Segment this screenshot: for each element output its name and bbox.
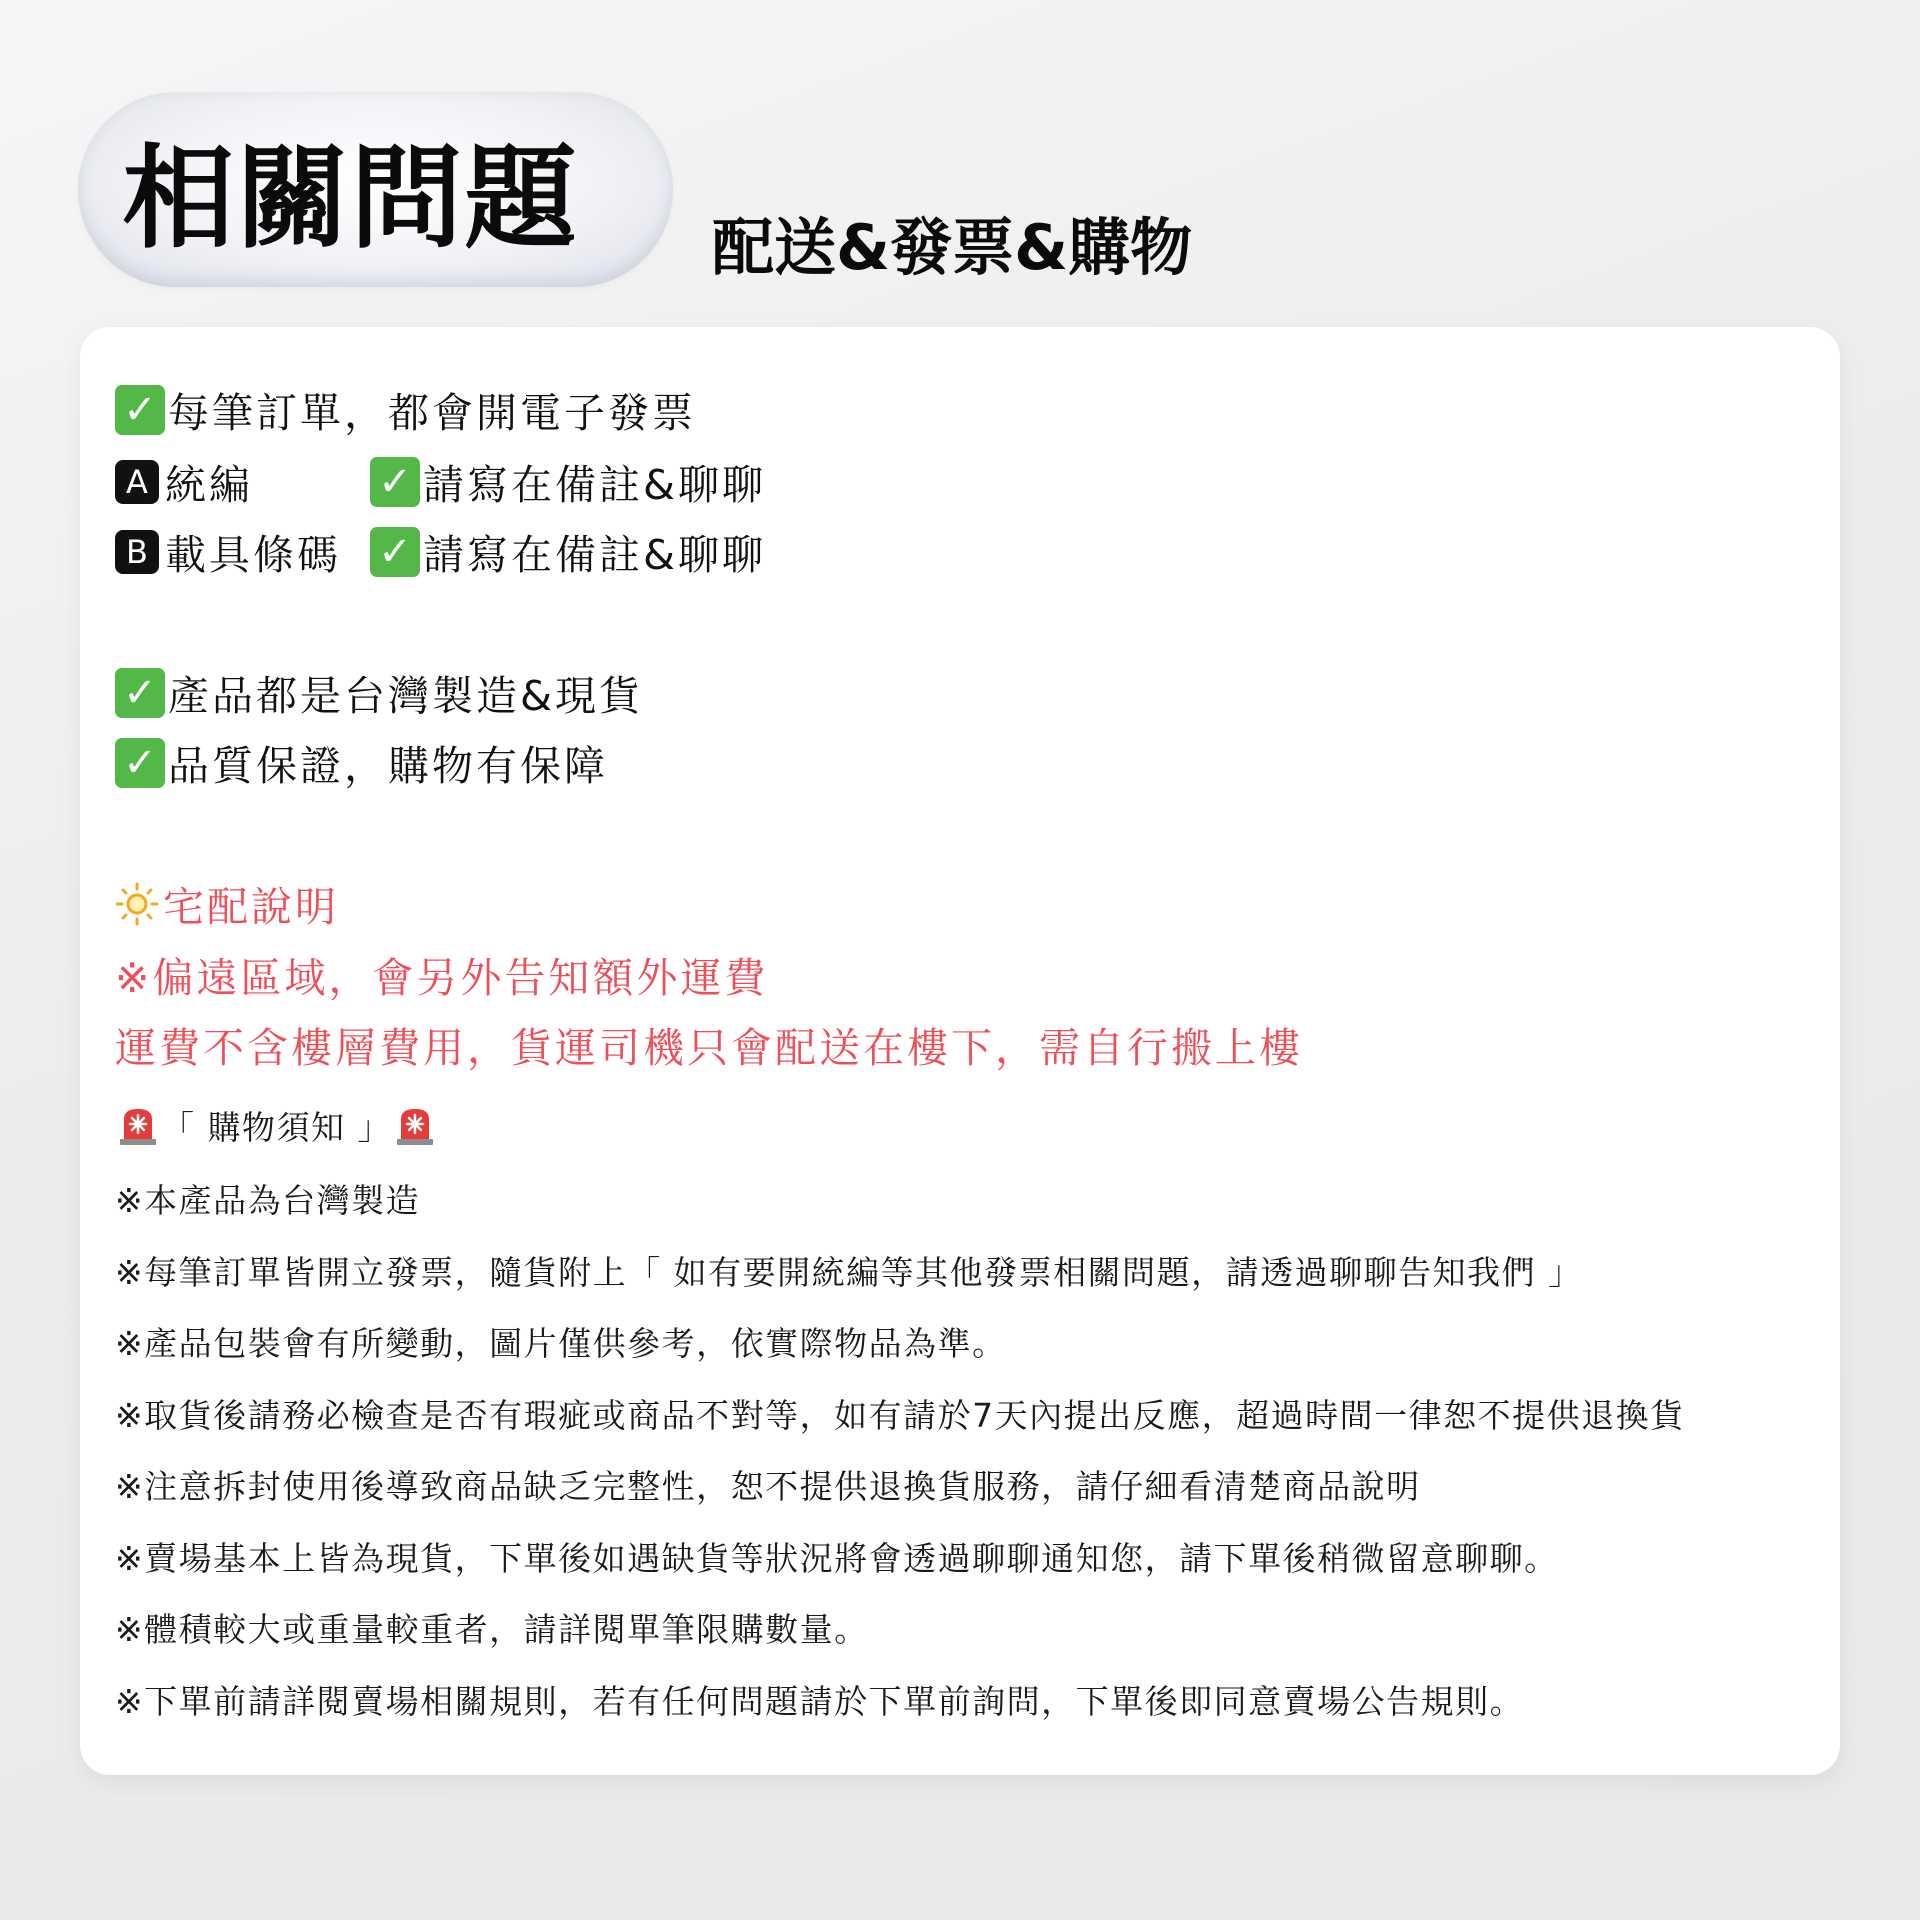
page-subtitle: 配送&發票&購物 (712, 211, 1193, 284)
product-line-1 (115, 663, 643, 722)
notice-heading-text: 「 購物須知 」 (161, 1108, 392, 1147)
product-text-2: 品質保證，購物有保障 (168, 742, 608, 790)
sun-icon (115, 882, 159, 926)
check-mark-icon: ✓ (115, 738, 165, 788)
invoice-text: 每筆訂單，都會開電子發票 (168, 389, 696, 437)
notice-item: ※注意拆封使用後導致商品缺乏完整性，恕不提供退換貨服務，請仔細看清楚商品說明 (115, 1467, 1421, 1506)
invoice-option-b (115, 522, 766, 581)
notice-heading (115, 1102, 438, 1149)
product-text-1: 產品都是台灣製造&現貨 (168, 672, 643, 720)
delivery-line-2: 運費不含樓層費用，貨運司機只會配送在樓下，需自行搬上樓 (115, 1024, 1303, 1072)
page-title: 相關問題 (122, 134, 579, 264)
option-a-label: 統編 (165, 461, 253, 509)
police-siren-icon (117, 1105, 159, 1147)
notice-item: ※每筆訂單皆開立發票，隨貨附上「 如有要開統編等其他發票相關問題，請透過聊聊告知我們 」 (115, 1253, 1583, 1292)
option-b-label: 載具條碼 (165, 531, 341, 579)
notice-item: ※本產品為台灣製造 (115, 1181, 421, 1220)
delivery-heading-text: 宅配說明 (163, 883, 339, 931)
invoice-option-a (115, 452, 766, 511)
check-mark-icon: ✓ (115, 668, 165, 718)
delivery-line-1: ※偏遠區域，會另外告知額外運費 (115, 954, 769, 1002)
check-mark-icon: ✓ (370, 527, 420, 577)
check-mark-icon: ✓ (370, 457, 420, 507)
check-mark-icon: ✓ (115, 385, 165, 435)
a-badge-icon: A (115, 460, 159, 504)
invoice-line (115, 380, 696, 439)
notice-item: ※賣場基本上皆為現貨，下單後如遇缺貨等狀況將會透過聊聊通知您，請下單後稍微留意聊聊。 (115, 1539, 1559, 1578)
product-line-2 (115, 733, 608, 792)
b-badge-icon: B (115, 530, 159, 574)
police-siren-icon (394, 1105, 436, 1147)
notice-item: ※取貨後請務必檢查是否有瑕疵或商品不對等，如有請於7天內提出反應，超過時間一律恕不提供退換貨 (115, 1396, 1685, 1435)
option-b-note: 請寫在備註&聊聊 (423, 531, 766, 579)
notice-item: ※產品包裝會有所變動，圖片僅供參考，依實際物品為準。 (115, 1324, 1007, 1363)
notice-item: ※體積較大或重量較重者，請詳閱單筆限購數量。 (115, 1610, 869, 1649)
delivery-heading (115, 874, 339, 933)
option-a-note: 請寫在備註&聊聊 (423, 461, 766, 509)
notice-item: ※下單前請詳閱賣場相關規則，若有任何問題請於下單前詢問，下單後即同意賣場公告規則。 (115, 1682, 1525, 1721)
